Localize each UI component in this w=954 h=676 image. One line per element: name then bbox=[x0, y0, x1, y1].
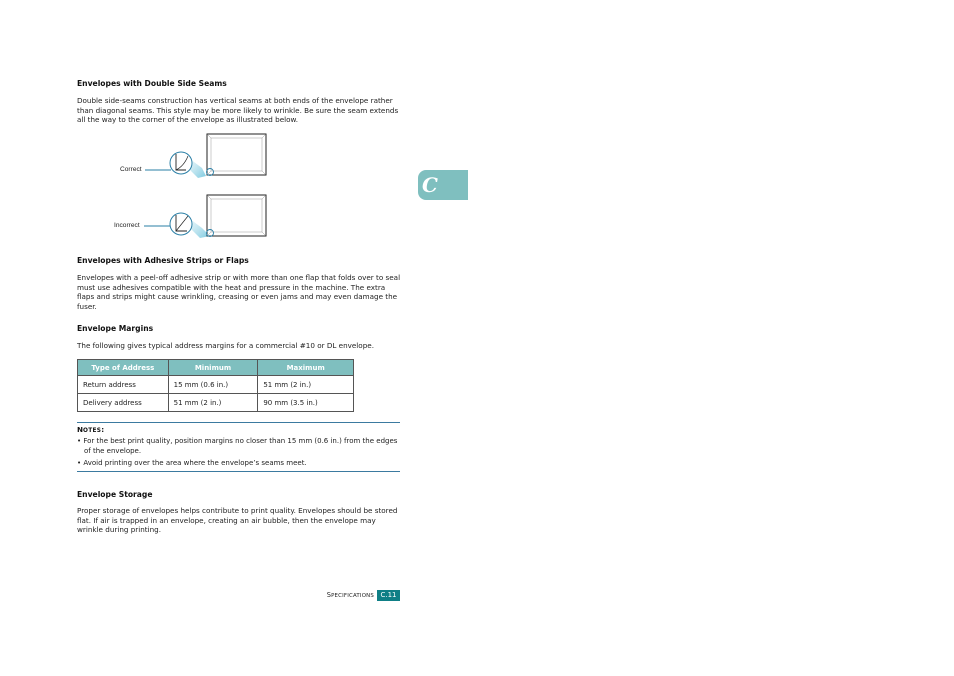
heading-adhesive-strips: Envelopes with Adhesive Strips or Flaps bbox=[77, 256, 249, 265]
paragraph-adhesive-strips: Envelopes with a peel-off adhesive strip or with more than one flap that folds over to seal must use adhesives compatible with the heat and pressure in the machine. The extra flaps and strips might cause wrinkling, creasing or even jams and may even damage the fuser. bbox=[77, 273, 401, 311]
paragraph-double-side-seams: Double side-seams construction has vertical seams at both ends of the envelope rather than diagonal seams. This style may be more likely to wrinkle. Be sure the seam extends all the way to the corner of the envelope as illustrated below. bbox=[77, 96, 399, 125]
table-row bbox=[78, 394, 354, 412]
footer-page-number: C.11 bbox=[377, 590, 400, 601]
note-item-text: For the best print quality, position margins no closer than 15 mm (0.6 in.) from the edges of the envelope. bbox=[83, 437, 398, 455]
heading-envelope-margins: Envelope Margins bbox=[77, 324, 154, 333]
table-cell: Return address bbox=[78, 376, 169, 394]
column-header-minimum: Minimum bbox=[168, 360, 258, 376]
table-cell: 51 mm (2 in.) bbox=[168, 394, 258, 412]
heading-double-side-seams: Envelopes with Double Side Seams bbox=[77, 79, 227, 88]
table-cell: 90 mm (3.5 in.) bbox=[258, 394, 354, 412]
footer-section-rest: PECIFICATIONS bbox=[331, 593, 374, 599]
margins-table bbox=[77, 359, 354, 412]
notes-title: NOTES: bbox=[77, 425, 105, 434]
figure-label-correct: Correct bbox=[120, 166, 142, 173]
figure-label-incorrect: Incorrect bbox=[114, 222, 140, 229]
note-item: • Avoid printing over the area where the envelope’s seams meet. bbox=[77, 459, 307, 467]
envelope-seam-illustration bbox=[140, 128, 275, 243]
notes-title-rest: OTES bbox=[83, 428, 102, 434]
heading-envelope-storage: Envelope Storage bbox=[77, 490, 153, 499]
paragraph-envelope-storage: Proper storage of envelopes helps contribute to print quality. Envelopes should be stored flat. If air is trapped in an envelope, creating an air bubble, then the envelope may wrinkle during printing. bbox=[77, 506, 398, 535]
notes-top-rule bbox=[77, 422, 400, 423]
notes-bottom-rule bbox=[77, 471, 400, 472]
table-row bbox=[78, 376, 354, 394]
footer-section-initial: S bbox=[326, 591, 332, 599]
chapter-tab: C bbox=[418, 170, 468, 200]
table-cell: 51 mm (2 in.) bbox=[258, 376, 354, 394]
note-item-text: Avoid printing over the area where the envelope’s seams meet. bbox=[83, 459, 307, 467]
table-cell: 15 mm (0.6 in.) bbox=[168, 376, 258, 394]
paragraph-envelope-margins: The following gives typical address margins for a commercial #10 or DL envelope. bbox=[77, 341, 374, 350]
column-header-type: Type of Address bbox=[78, 360, 169, 376]
note-item: • For the best print quality, position margins no closer than 15 mm (0.6 in.) from the edges of the envelope. bbox=[77, 437, 398, 455]
footer-section-label bbox=[300, 591, 374, 599]
notes-title-initial: N bbox=[77, 425, 84, 434]
envelope-correct bbox=[145, 134, 266, 178]
column-header-maximum: Maximum bbox=[258, 360, 354, 376]
table-cell: Delivery address bbox=[78, 394, 169, 412]
envelope-incorrect bbox=[144, 195, 266, 238]
table-header-row bbox=[78, 360, 354, 376]
